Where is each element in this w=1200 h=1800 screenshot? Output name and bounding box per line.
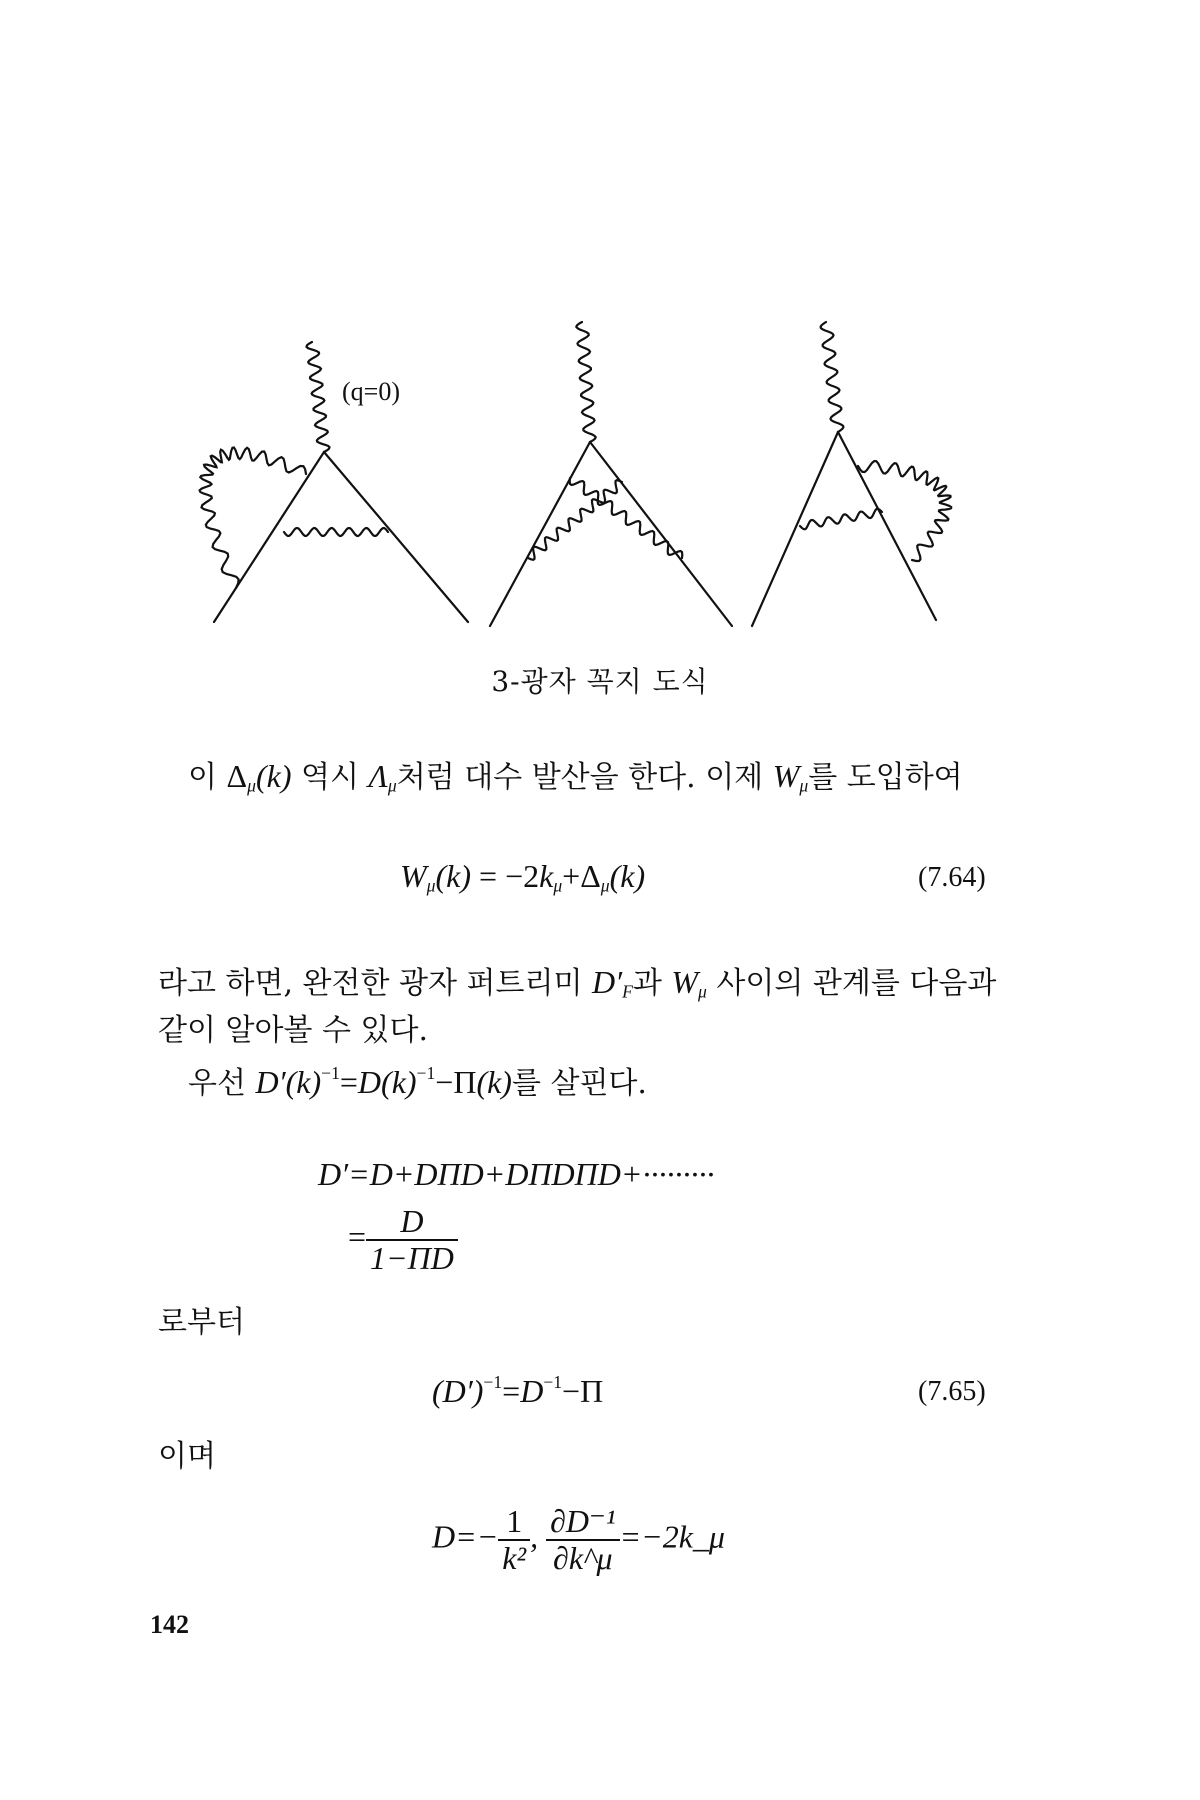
figure-caption: 3-광자 꼭지 도식	[491, 665, 709, 698]
diagram-3	[752, 322, 951, 626]
resummed-propagator: = $\frac{D}{1-\Pi D}$	[348, 1204, 458, 1276]
lambda-mu: $\Lambda_\mu$	[368, 758, 397, 796]
paragraph-5: 로부터	[158, 1305, 245, 1340]
diagram-1	[200, 342, 468, 622]
equation-number-7-65: (7.65)	[918, 1376, 986, 1407]
w-mu-2: $W_\mu$	[671, 964, 707, 1002]
paragraph-3: 같이 알아볼 수 있다.	[158, 1013, 428, 1048]
final-equation: D=− $\frac{1}{\text{k²}}$ , $\frac{\text{∂D⁻¹}}{\partial k\^{}\mu}$ =−2k_μ	[432, 1503, 725, 1577]
delta-mu-k: $\Delta_\mu(k)$	[226, 758, 292, 796]
paragraph-6: 이며	[158, 1439, 216, 1474]
diagram-2	[490, 322, 732, 626]
paragraph-4: 우선 $D'(k)^{-1}=D(k)^{-1}-\Pi(k)$를 살핀다.	[188, 1062, 647, 1101]
d-prime-f: $D'_F$	[591, 964, 633, 1002]
page-number: 142	[150, 1610, 189, 1639]
q-zero-label: (q=0)	[342, 377, 400, 406]
equation-7-65: $(D')^{-1}=D^{-1}-\Pi$	[432, 1372, 604, 1410]
equation-7-64: $W_\mu(k) = -2k_\mu+\Delta_\mu(k)$	[400, 858, 646, 896]
propagator-series: D′=D+DΠD+DΠDΠD+·········	[318, 1156, 715, 1192]
paragraph-1: 이 $\Delta_\mu(k)$ 역시 $\Lambda_\mu$처럼 대수 발산을 한다. 이제 $W_\mu$를 도입하여	[188, 758, 963, 796]
three-photon-vertex-diagrams	[0, 0, 1200, 660]
equation-number-7-64: (7.64)	[918, 862, 986, 893]
paragraph-2: 라고 하면, 완전한 광자 퍼트리미 $D'_F$과 $W_\mu$ 사이의 관계를 다음과	[158, 964, 997, 1002]
inverse-propagator-relation: $D'(k)^{-1}=D(k)^{-1}-\Pi(k)$	[255, 1062, 512, 1100]
w-mu: $W_\mu$	[772, 758, 809, 796]
